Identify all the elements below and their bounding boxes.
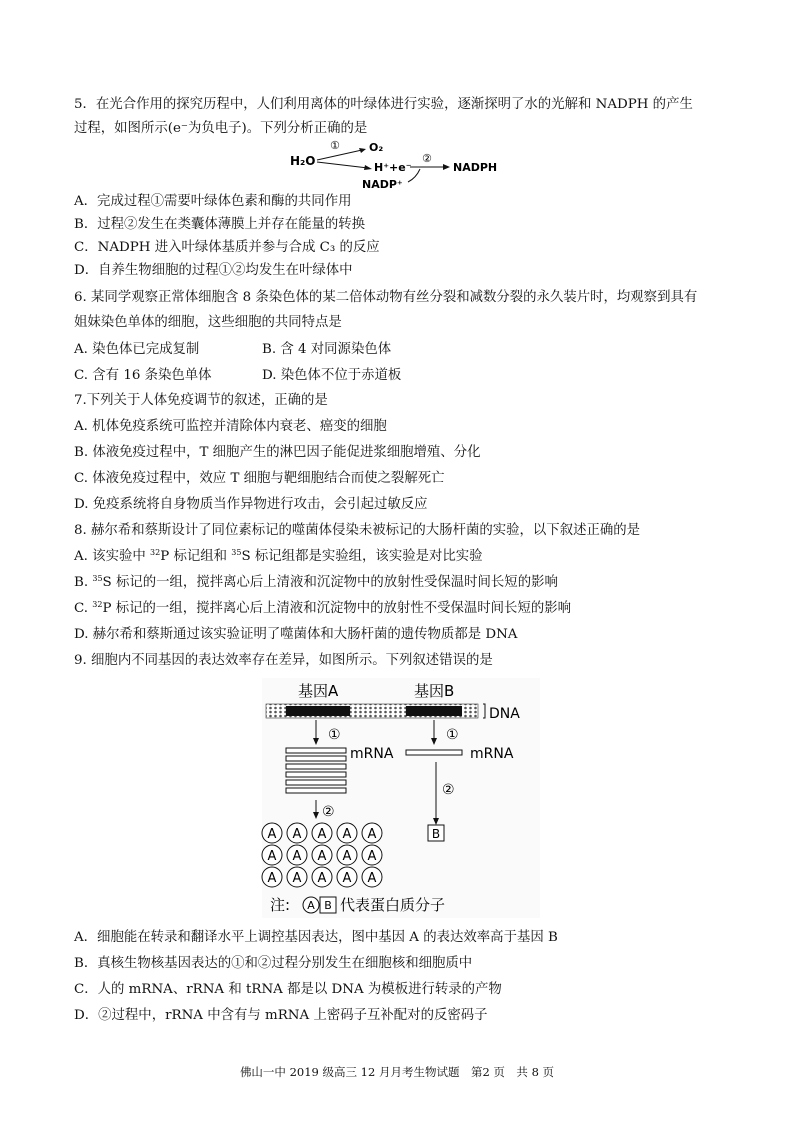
q5-option-b[interactable]: B．过程②发生在类囊体薄膜上并存在能量的转换 xyxy=(74,217,366,232)
gene-b-segment xyxy=(406,706,462,716)
gene-a-mrna xyxy=(286,780,346,785)
gene-a-mrna xyxy=(286,764,346,769)
note-protein-a-letter: A xyxy=(307,899,315,912)
q7-stem: 7.下列关于人体免疫调节的叙述，正确的是 xyxy=(74,393,328,408)
q7-option-a[interactable]: A. 机体免疫系统可监控并清除体内衰老、癌变的细胞 xyxy=(74,419,387,434)
q9-option-b[interactable]: B．真核生物核基因表达的①和②过程分别发生在细胞核和细胞质中 xyxy=(74,956,473,971)
eq-nadp: NADP⁺ xyxy=(362,178,403,190)
eq-arrowhead-o2 xyxy=(359,148,366,153)
q8-option-c[interactable]: C. $^{32}$P 标记的一组，搅拌离心后上清液和沉淀物中的放射性不受保温时间长短的影响 xyxy=(74,600,572,616)
gene-b-step1: ① xyxy=(446,727,459,743)
protein-a-letter: A xyxy=(292,849,302,864)
q9-stem: 9. 细胞内不同基因的表达效率存在差异，如图所示。下列叙述错误的是 xyxy=(74,653,493,668)
protein-a-letter: A xyxy=(292,827,302,842)
gene-a-mrna xyxy=(286,772,346,777)
note-protein-b-letter: B xyxy=(324,899,332,912)
q8-stem: 8. 赫尔希和蔡斯设计了同位素标记的噬菌体侵染未被标记的大肠杆菌的实验，以下叙述正确的是 xyxy=(74,523,641,538)
gene-a-label: 基因A xyxy=(298,682,339,700)
gene-b-label: 基因B xyxy=(414,682,455,700)
gene-a-step1: ① xyxy=(328,727,341,743)
q9-option-d[interactable]: D．②过程中，rRNA 中含有与 mRNA 上密码子互补配对的反密码子 xyxy=(74,1008,488,1023)
eq-arrowhead-h xyxy=(364,165,372,170)
q6-option-d[interactable]: D. 染色体不位于赤道板 xyxy=(262,368,402,383)
q5-option-c[interactable]: C．NADPH 进入叶绿体基质并参与合成 C₃ 的反应 xyxy=(74,240,380,255)
gene-a-step2: ② xyxy=(322,804,335,820)
gene-b-mrna xyxy=(406,750,462,755)
q7-option-d[interactable]: D. 免疫系统将自身物质当作异物进行攻击，会引起过敏反应 xyxy=(74,497,428,512)
eq-h2o: H₂O xyxy=(290,154,316,168)
gene-a-mrna xyxy=(286,756,346,761)
q6-stem-line1: 6. 某同学观察正常体细胞含 8 条染色体的某二倍体动物有丝分裂和减数分裂的永久装片时，均观察到具有 xyxy=(74,290,698,305)
page-footer: 佛山一中 2019 级高三 12 月月考生物试题 第2 页 共 8 页 xyxy=(239,1065,555,1079)
protein-a-letter: A xyxy=(317,827,327,842)
gene-a-mrna xyxy=(286,788,346,793)
protein-a-letter: A xyxy=(267,871,277,886)
q5-stem-line1: 5．在光合作用的探究历程中，人们利用离体的叶绿体进行实验，逐渐探明了水的光解和 NADPH 的产生 xyxy=(74,97,693,112)
q6-option-c[interactable]: C. 含有 16 条染色单体 xyxy=(74,368,212,383)
protein-a-letter: A xyxy=(342,827,352,842)
eq-step1: ① xyxy=(330,139,340,152)
q5-stem-line2: 过程，如图所示(e⁻为负电子)。下列分析正确的是 xyxy=(74,121,368,136)
q6-stem-line2: 姐妹染色单体的细胞，这些细胞的共同特点是 xyxy=(74,315,342,330)
q8-option-a[interactable]: A. 该实验中 $^{32}$P 标记组和 $^{35}$S 标记组都是实验组，该实验是对比实验 xyxy=(74,548,483,564)
eq-h-e: H⁺+e⁻ xyxy=(374,161,412,174)
protein-a-letter: A xyxy=(292,871,302,886)
protein-a-letter: A xyxy=(367,827,377,842)
gene-a-mrna xyxy=(286,748,346,753)
q6-option-a[interactable]: A. 染色体已完成复制 xyxy=(74,342,200,357)
protein-a-letter: A xyxy=(267,849,277,864)
eq-o2: O₂ xyxy=(369,141,384,154)
protein-b-letter: B xyxy=(431,827,441,841)
protein-a-letter: A xyxy=(317,871,327,886)
eq-arrowhead-nadph xyxy=(443,164,450,170)
q5-option-d[interactable]: D．自养生物细胞的过程①②均发生在叶绿体中 xyxy=(74,263,353,278)
note-prefix: 注: xyxy=(270,896,291,914)
q5-option-a[interactable]: A．完成过程①需要叶绿体色素和酶的共同作用 xyxy=(74,194,352,209)
q9-option-c[interactable]: C．人的 mRNA、rRNA 和 tRNA 都是以 DNA 为模板进行转录的产物 xyxy=(74,982,502,997)
protein-a-grid xyxy=(262,823,382,887)
eq-nadph: NADPH xyxy=(453,161,498,174)
dna-label: DNA xyxy=(489,706,520,722)
eq-step2: ② xyxy=(422,152,432,165)
q8-option-b[interactable]: B. $^{35}$S 标记的一组，搅拌离心后上清液和沉淀物中的放射性受保温时间长短的影响 xyxy=(74,574,558,590)
q5-equation-diagram xyxy=(290,138,530,190)
protein-a-letter: A xyxy=(342,871,352,886)
eq-arrow-h xyxy=(317,162,368,168)
protein-a-letter: A xyxy=(317,849,327,864)
protein-a-letter: A xyxy=(367,871,377,886)
mrna-b-label: mRNA xyxy=(470,746,514,762)
protein-a-letter: A xyxy=(267,827,277,842)
q7-option-c[interactable]: C. 体液免疫过程中，效应 T 细胞与靶细胞结合而使之裂解死亡 xyxy=(74,471,445,486)
q7-option-b[interactable]: B. 体液免疫过程中，T 细胞产生的淋巴因子能促进浆细胞增殖、分化 xyxy=(74,445,481,460)
note-suffix: 代表蛋白质分子 xyxy=(340,896,446,914)
gene-a-segment xyxy=(286,706,350,716)
q8-option-d[interactable]: D. 赫尔希和蔡斯通过该实验证明了噬菌体和大肠杆菌的遗传物质都是 DNA xyxy=(74,627,518,642)
q9-option-a[interactable]: A．细胞能在转录和翻译水平上调控基因表达，图中基因 A 的表达效率高于基因 B xyxy=(74,930,558,945)
protein-a-letter: A xyxy=(342,849,352,864)
q9-gene-expression-diagram xyxy=(258,678,540,918)
q6-option-b[interactable]: B. 含 4 对同源染色体 xyxy=(262,342,392,357)
protein-a-letter: A xyxy=(367,849,377,864)
mrna-a-label: mRNA xyxy=(350,746,394,762)
gene-b-step2: ② xyxy=(442,782,455,798)
